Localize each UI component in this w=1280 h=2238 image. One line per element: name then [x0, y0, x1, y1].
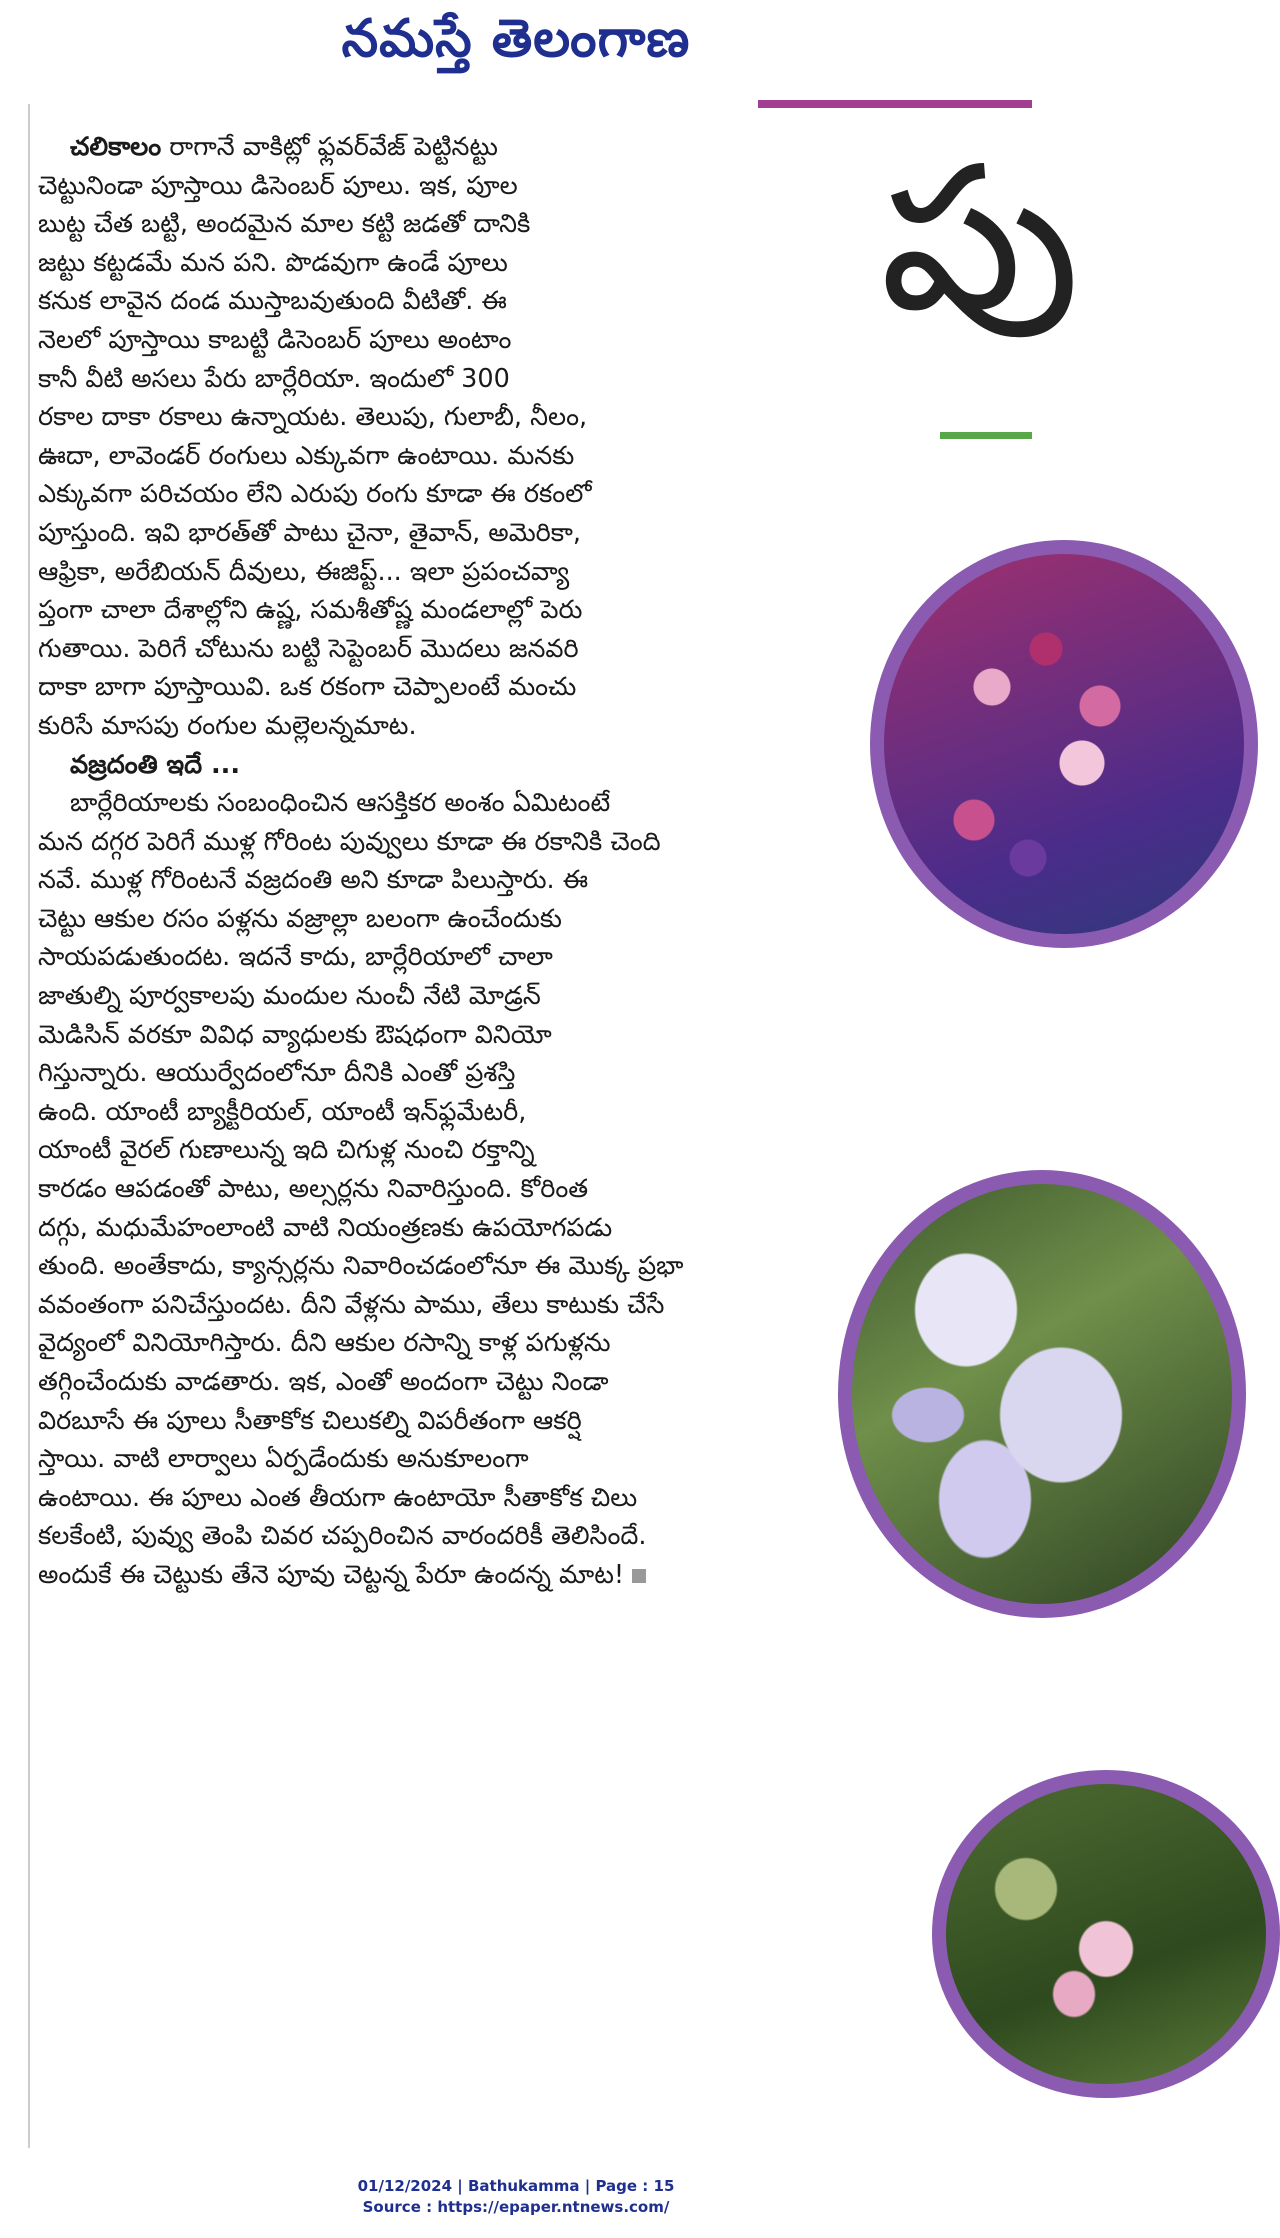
paragraph-2-line: అందుకే ఈ చెట్టుకు తేనె పూవు చెట్టన్న పేరూ ఉందన్న మాట!	[38, 1556, 968, 1595]
paragraph-2-line: విరబూసే ఈ పూలు సీతాకోక చిలుకల్ని విపరీతంగా ఆకర్షి	[38, 1405, 582, 1436]
paragraph-2	[38, 784, 968, 1594]
headline-fragment: పు	[880, 123, 1080, 356]
column-divider	[28, 104, 30, 2148]
masthead-title: నమస్తే తెలంగాణ	[341, 8, 691, 69]
paragraph-2-line: తగ్గించేందుకు వాడతారు. ఇక, ఎంతో అందంగా చెట్టు నిండా	[38, 1367, 609, 1397]
accent-bar	[758, 100, 1032, 108]
paragraph-2-line: కలకేంటి, పువ్వు తెంపి చివర చప్పరించిన వారందరికీ తెలిసిందే.	[38, 1521, 647, 1552]
paragraph-2-line: ఉంటాయి. ఈ పూలు ఎంత తీయగా ఉంటాయో సీతాకోక చిలు	[38, 1482, 638, 1513]
paragraph-1-line: ఊదా, లావెండర్ రంగులు ఎక్కువగా ఉంటాయి. మనకు	[38, 440, 575, 471]
paragraph-1-line: కానీ వీటి అసలు పేరు బార్లేరియా. ఇందులో 300	[38, 363, 510, 394]
paragraph-1-line: చెట్టునిండా పూస్తాయి డిసెంబర్ పూలు. ఇక, పూల	[38, 170, 518, 201]
paragraph-2-line: సాయపడుతుందట. ఇదనే కాదు, బార్లేరియాలో చాలా	[38, 942, 553, 973]
paragraph-1-line	[38, 128, 968, 167]
paragraph-1-line: పూస్తుంది. ఇవి భారత్‌తో పాటు చైనా, తైవాన్, అమెరికా,	[38, 517, 582, 548]
paragraph-2-line: దగ్గు, మధుమేహంలాంటి వాటి నియంత్రణకు ఉపయోగపడు	[38, 1212, 613, 1243]
line-text: రాగానే వాకిట్లో ఫ్లవర్‌వేజ్ పెట్టినట్టు	[161, 132, 498, 162]
lead-word: చలికాలం	[70, 132, 162, 162]
paragraph-1-line: నెలలో పూస్తాయి కాబట్టి డిసెంబర్ పూలు అంటాం	[38, 324, 512, 355]
paragraph-2-line: వైద్యంలో వినియోగిస్తారు. దీని ఆకుల రసాన్ని కాళ్ల పగుళ్లను	[38, 1328, 611, 1359]
article-end-mark	[632, 1569, 646, 1583]
article-body	[38, 128, 968, 1595]
paragraph-1-line: రకాల దాకా రకాలు ఉన్నాయట. తెలుపు, గులాబీ, నీలం,	[38, 402, 588, 433]
paragraph-1-line: కనుక లావైన దండ ముస్తాబవుతుంది వీటితో. ఈ	[38, 286, 507, 317]
subheading: వజ్రదంతి ఇదే ...	[70, 749, 241, 780]
paragraph-2-line: యాంటీ వైరల్ గుణాలున్న ఇది చిగుళ్ల నుంచి రక్తాన్ని	[38, 1135, 535, 1166]
paragraph-1-line: ఎక్కువగా పరిచయం లేని ఎరుపు రంగు కూడా ఈ రకంలో	[38, 479, 592, 510]
paragraph-1-line: కురిసే మాసపు రంగుల మల్లెలన్నమాట.	[38, 710, 417, 741]
paragraph-2-line: తుంది. అంతేకాదు, క్యాన్సర్లను నివారించడంలోనూ ఈ మొక్క ప్రభా	[38, 1251, 684, 1282]
paragraph-2-line: మన దగ్గర పెరిగే ముళ్ల గోరింట పువ్వులు కూడా ఈ రకానికి చెంది	[38, 826, 661, 857]
footer-edition-info: 01/12/2024 | Bathukamma | Page : 15	[357, 2177, 675, 2195]
paragraph-1	[38, 128, 968, 746]
paragraph-2-line: గిస్తున్నారు. ఆయుర్వేదంలోనూ దీనికి ఎంతో ప్రశస్తి	[38, 1058, 516, 1089]
footer-source: Source : https://epaper.ntnews.com/	[362, 2198, 670, 2216]
paragraph-2-line: నవే. ముళ్ల గోరింటనే వజ్రదంతి అని కూడా పిలుస్తారు. ఈ	[38, 865, 589, 896]
paragraph-2-line: కారడం ఆపడంతో పాటు, అల్సర్లను నివారిస్తుంది. కోరింత	[38, 1174, 589, 1205]
paragraph-2-line: బార్లేరియాలకు సంబంధించిన ఆసక్తికర అంశం ఏమిటంటే	[70, 788, 611, 819]
paragraph-2-line: జాతుల్ని పూర్వకాలపు మందుల నుంచీ నేటి మోడ్రన్	[38, 981, 541, 1012]
paragraph-1-line: జట్టు కట్టడమే మన పని. పొడవుగా ఉండే పూలు	[38, 247, 508, 278]
paragraph-1-line: గుతాయి. పెరిగే చోటును బట్టి సెప్టెంబర్ మొదలు జనవరి	[38, 633, 579, 664]
paragraph-2-line: చెట్టు ఆకుల రసం పళ్లను వజ్రాల్లా బలంగా ఉంచేందుకు	[38, 903, 563, 934]
page-footer	[0, 2176, 1032, 2218]
paragraph-1-line: దాకా బాగా పూస్తాయివి. ఒక రకంగా చెప్పాలంటే మంచు	[38, 672, 577, 703]
paragraph-2-line: మెడిసిన్ వరకూ వివిధ వ్యాధులకు ఔషధంగా వినియో	[38, 1019, 552, 1050]
paragraph-1-line: ప్తంగా చాలా దేశాల్లోని ఉష్ణ, సమశీతోష్ణ మండలాల్లో పెరు	[38, 595, 583, 626]
paragraph-1-line: ఆఫ్రికా, అరేబియన్ దీవులు, ఈజిప్ట్... ఇలా ప్రపంచవ్యా	[38, 556, 570, 587]
paragraph-2-line: ఉంది. యాంటీ బ్యాక్టీరియల్, యాంటీ ఇన్‌ఫ్లమేటరీ,	[38, 1096, 527, 1127]
paragraph-1-line: బుట్ట చేత బట్టి, అందమైన మాల కట్టి జడతో దానికి	[38, 209, 531, 240]
paragraph-2-line: స్తాయి. వాటి లార్వాలు ఏర్పడేందుకు అనుకూలంగా	[38, 1444, 529, 1475]
paragraph-2-line: వవంతంగా పనిచేస్తుందట. దీని వేళ్లను పాము, తేలు కాటుకు చేసే	[38, 1289, 665, 1320]
flower-photo-pink	[932, 1770, 1280, 2098]
